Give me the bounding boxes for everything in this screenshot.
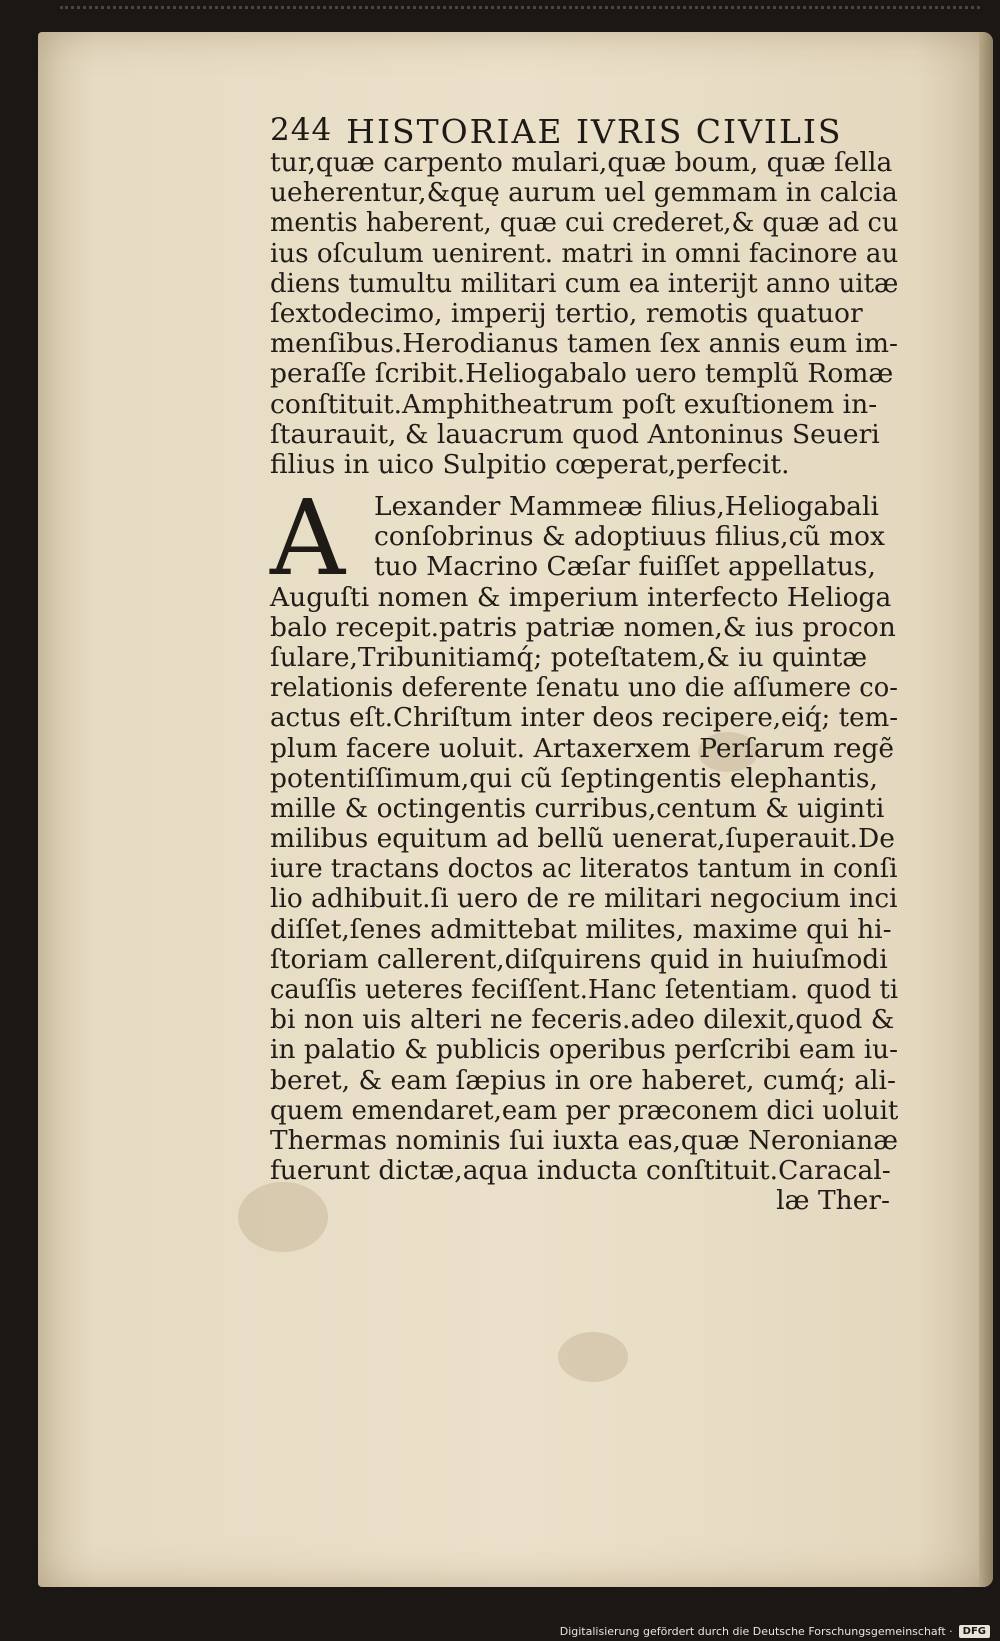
text-line: menſibus.Herodianus tamen ſex annis eum im-: [270, 328, 898, 360]
text-line: filius in uico Sulpitio cœperat,perfecit.: [270, 448, 790, 480]
text-line: mille & octingentis curribus,centum & uiginti: [270, 792, 885, 824]
scan-border-dots: [60, 6, 980, 19]
text-line: Thermas nominis ſui iuxta eas,quæ Neronianæ: [270, 1124, 899, 1156]
text-line: Auguſti nomen & imperium interfecto Helioga: [270, 581, 892, 613]
text-line: ueherentur,&quę aurum uel gemmam in calcia: [270, 177, 898, 209]
paragraph-1: [270, 148, 902, 480]
foxing-spot: [558, 1332, 628, 1382]
page-number: 244: [270, 112, 333, 148]
text-line: in palatio & publicis operibus perſcribi eam iu-: [270, 1034, 899, 1066]
text-line: potentiſſimum,qui cũ ſeptingentis elephantis,: [270, 762, 878, 794]
page-edge: [979, 32, 993, 1587]
dfg-logo: DFG: [959, 1625, 990, 1638]
text-line: lio adhibuit.ſi uero de re militari negocium inci: [270, 883, 898, 915]
text-line: ſulare,Tribunitiamq́; poteſtatem,& iu quintæ: [270, 641, 868, 673]
text-line: plum facere uoluit. Artaxerxem Perſarum regẽ: [270, 732, 895, 764]
text-line: diſſet,ſenes admittebat milites, maxime qui hi-: [270, 913, 892, 945]
text-line: bi non uis alteri ne feceris.adeo dilexit,quod &: [270, 1004, 895, 1036]
text-line: conſtituit.Amphitheatrum poſt exuſtionem in-: [270, 388, 878, 420]
paragraph-2: [270, 477, 902, 1217]
text-line: conſobrinus & adoptiuus filius,cũ mox: [374, 521, 885, 553]
text-line: milibus equitum ad bellũ uenerat,ſuperauit.De: [270, 823, 895, 855]
text-line: fuerunt dictæ,aqua inducta conſtituit.Caracal-: [270, 1155, 891, 1187]
text-line: actus eſt.Chriſtum inter deos recipere,eiq́; tem-: [270, 702, 899, 734]
text-line: quem emendaret,eam per præconem dici uoluit: [270, 1094, 899, 1126]
text-line: balo recepit.patris patriæ nomen,& ius procon: [270, 611, 896, 643]
text-line: ſtoriam callerent,diſquirens quid in huiuſmodi: [270, 943, 888, 975]
text-line: peraſſe ſcribit.Heliogabalo uero templũ Romæ: [270, 358, 894, 390]
text-line: ius oſculum uenirent. matri in omni facinore au: [270, 237, 899, 269]
catchword: læ Ther-: [776, 1185, 890, 1217]
text-line: relationis deferente ſenatu uno die aſſumere co-: [270, 672, 898, 704]
running-header: [270, 112, 910, 151]
text-line: diens tumultu militari cum ea interijt anno uitæ: [270, 267, 899, 299]
text-line: tur,quæ carpento mulari,quæ boum, quæ ſella: [270, 147, 893, 178]
text-line: mentis haberent, quæ cui crederet,& quæ ad cu: [270, 207, 899, 239]
drop-cap: A: [270, 477, 346, 599]
funding-credit: Digitalisierung gefördert durch die Deutsche Forschungsgemeinschaft ·: [559, 1625, 953, 1638]
running-title: HISTORIAE IVRIS CIVILIS: [346, 112, 843, 151]
text-line: Lexander Mammeæ filius,Heliogabali: [374, 491, 879, 522]
text-line: iure tractans doctos ac literatos tantum in conſi: [270, 853, 898, 885]
text-line: tuo Macrino Cæſar fuiſſet appellatus,: [374, 551, 876, 583]
text-line: ſtaurauit, & lauacrum quod Antoninus Seueri: [270, 418, 880, 450]
digitization-footer: [560, 1625, 990, 1638]
text-line: cauſſis ueteres feciſſent.Hanc ſetentiam. quod ti: [270, 974, 899, 1005]
text-line: ſextodecimo, imperij tertio, remotis quatuor: [270, 297, 863, 329]
text-line: beret, & eam ſæpius in ore haberet, cumq́; ali-: [270, 1064, 896, 1096]
